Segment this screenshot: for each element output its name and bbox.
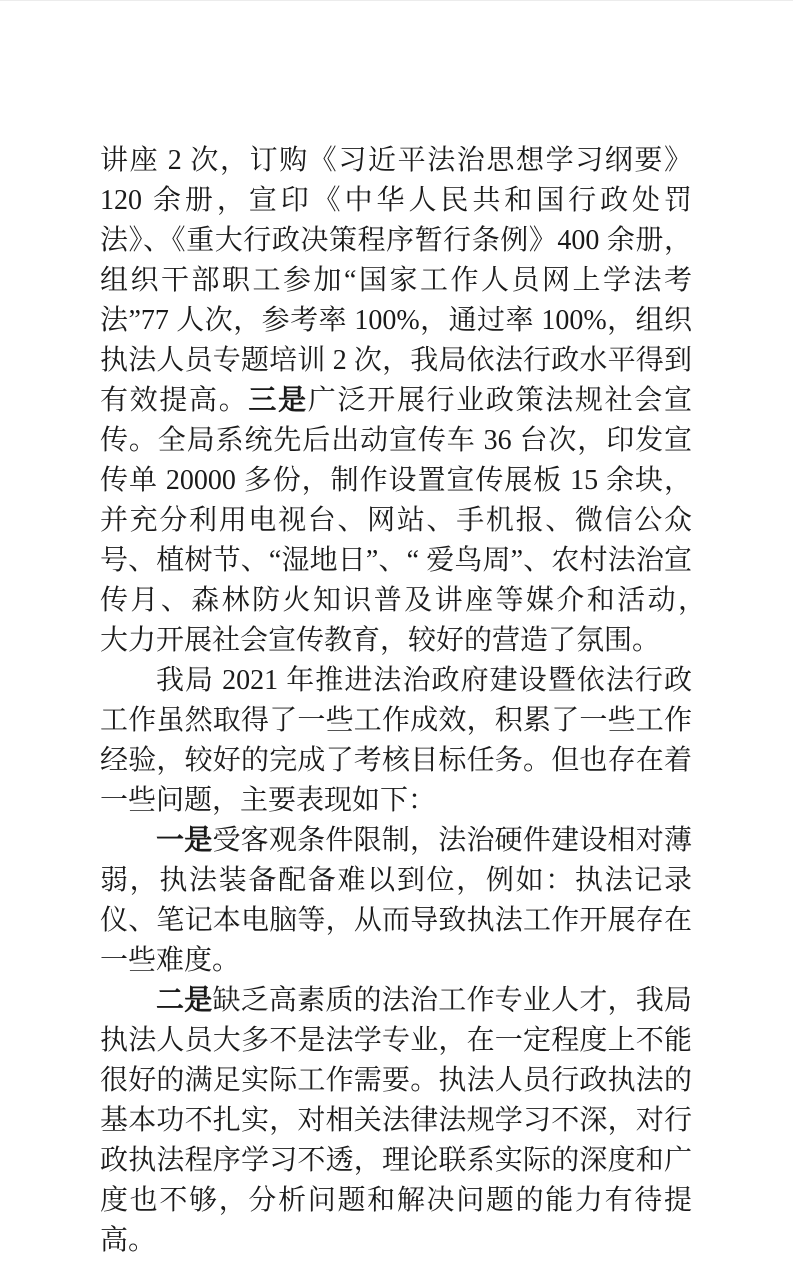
body-text: 广泛开展行业政策法规社会宣传。全局系统先后出动宣传车 36 台次，印发宣传单 20000 多份，制作设置宣传展板 15 余块，并充分利用电视台、网站、手机报、微信公众号、植树节、“湿地日”、“ 爱鸟周”、农村法治宣传月、森林防火知识普及讲座等媒介和活动， 大力开展社会宣传教育，较好的营造了氛围。 [100, 385, 721, 656]
bold-lead-in: 一是 [156, 825, 213, 856]
bold-lead-in: 三是 [248, 385, 308, 416]
body-text: 受客观条件限制，法治硬件建设相对薄弱，执法装备配备难以到位，例如：执法记录仪、笔记本电脑等，从而导致执法工作开展存在一些难度。 [100, 825, 692, 976]
paragraph-continuation [100, 141, 721, 661]
body-text: 缺乏高素质的法治工作专业人才，我局执法人员大多不是法学专业，在一定程度上不能很好的满足实际工作需要。执法人员行政执法的基本功不扎实，对相关法律法规学习不深，对行政执法程序学习不透，理论联系实际的深度和广度也不够，分析问题和解决问题的能力有待提高。 [100, 985, 692, 1256]
paragraph-summary [100, 661, 692, 821]
paragraph-problem-1 [100, 821, 692, 981]
bold-lead-in: 二是 [156, 985, 213, 1016]
body-text: 我局 2021 年推进法治政府建设暨依法行政工作虽然取得了一些工作成效，积累了一些工作经验，较好的完成了考核目标任务。但也存在着一些问题，主要表现如下： [100, 665, 692, 816]
paragraph-problem-2 [100, 981, 692, 1261]
document-body [100, 141, 721, 1261]
body-text: 讲座 2 次，订购《习近平法治思想学习纲要》120 余册，宣印《中华人民共和国行政处罚法》、《重大行政决策程序暂行条例》400 余册，组织干部职工参加“国家工作人员网上学法考法”77 人次，参考率 100%，通过率 100%，组织执法人员专题培训 2 次，我局依法行政水平得到有效提高。 [100, 145, 692, 416]
